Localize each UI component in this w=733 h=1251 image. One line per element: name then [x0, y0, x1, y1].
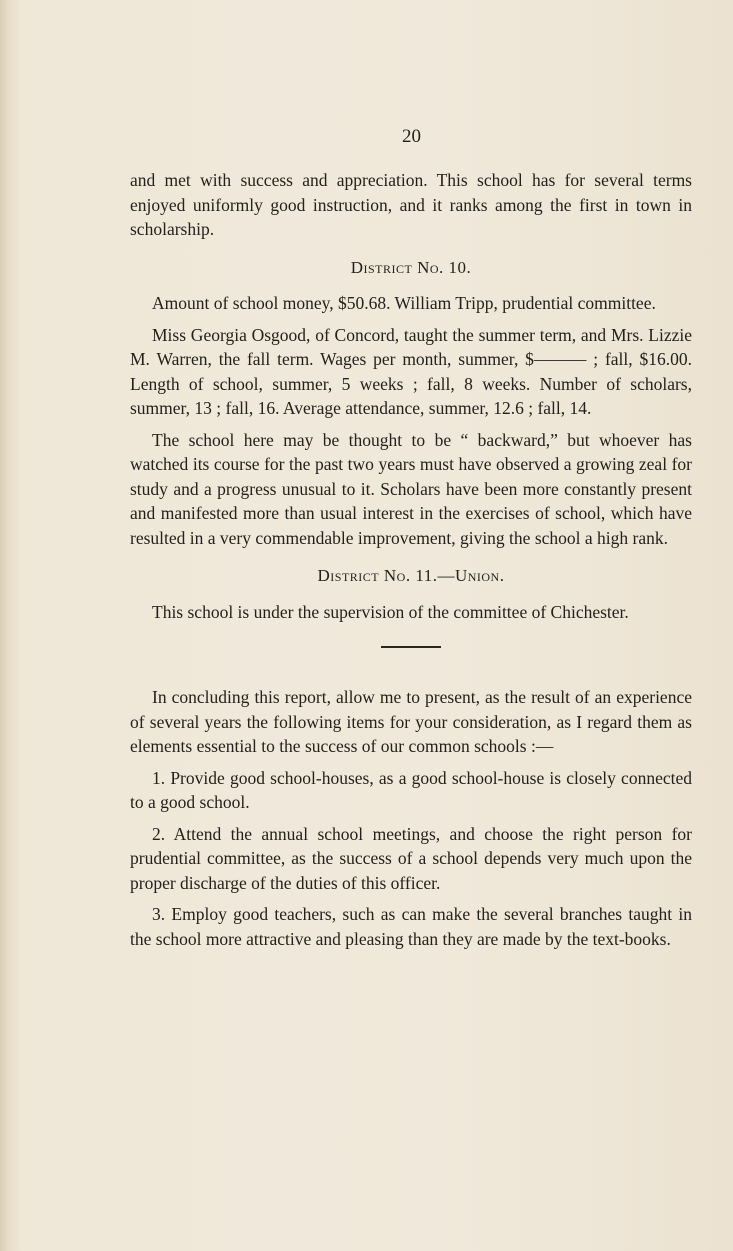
district-10-paragraph-1: Amount of school money, $50.68. William Tripp, prudential committee. [152, 293, 656, 313]
page-number: 20 [402, 126, 421, 147]
district-11-heading: District No. 11.—Union. [317, 566, 505, 585]
section-divider [381, 646, 441, 648]
continued-paragraph: and met with success and appreciation. This school has for several terms enjoyed uniformly good instruction, and it ranks among the first in town in scholarship. [130, 170, 692, 239]
conclusion-intro: In concluding this report, allow me to present, as the result of an experience of several years the following items for your consideration, as I regard them as elements essential to the success of our common schools :— [130, 687, 692, 756]
body-text [130, 168, 692, 958]
district-10-paragraph-3: The school here may be thought to be “ backward,” but whoever has watched its course for the past two years must have observed a growing zeal for study and a progress unusual to it. Scholars have been more constantly present and manifested more than usual interest in the exercises of school, which have resulted in a very commendable improvement, giving the school a high rank. [130, 429, 692, 548]
conclusion-item-2: 2. Attend the annual school meetings, and choose the right person for prudential committee, as the success of a school depends very much upon the proper discharge of the duties of this officer. [130, 823, 692, 893]
conclusion-item-1: 1. Provide good school-houses, as a good school-house is closely connected to a good school. [130, 767, 692, 812]
conclusion-item-3: 3. Employ good teachers, such as can make the several branches taught in the school more attractive and pleasing than they are made by the text-books. [130, 904, 692, 949]
district-11-paragraph-1: This school is under the supervision of the committee of Chichester. [152, 601, 629, 622]
district-10-paragraph-2: Miss Georgia Osgood, of Concord, taught the summer term, and Mrs. Lizzie M. Warren, the fall term. Wages per month, summer, $——— ; fall, $16.00. Length of school, summer, 5 weeks ; fall, 8 weeks. Number of scholars, summer, 13 ; fall, 16. Average attendance, summer, 12.6 ; fall, 14. [130, 324, 692, 418]
district-10-heading: District No. 10. [350, 257, 472, 277]
